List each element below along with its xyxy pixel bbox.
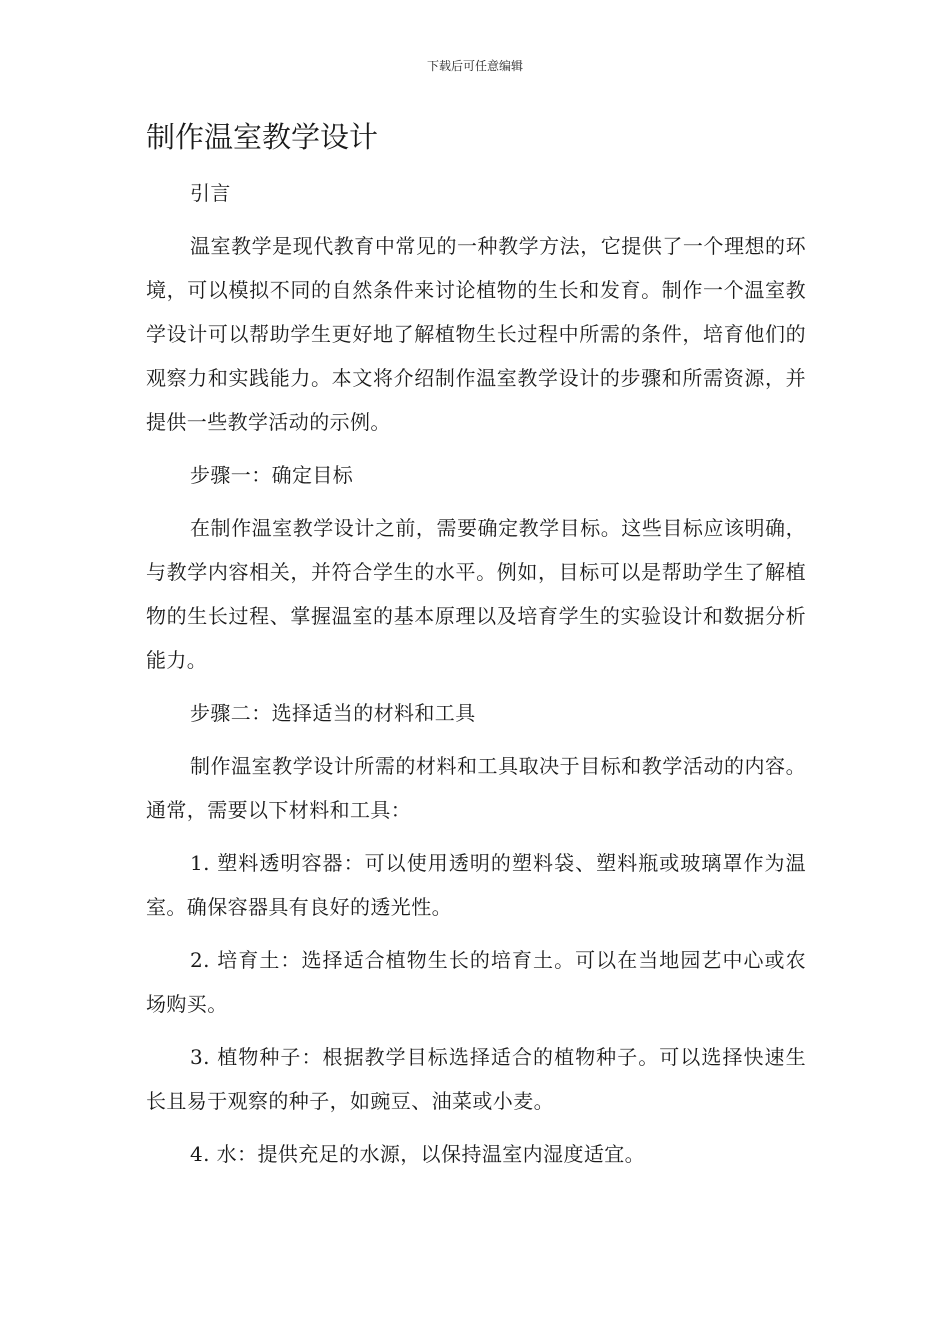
paragraph-introduction: 温室教学是现代教育中常见的一种教学方法，它提供了一个理想的环境，可以模拟不同的自然条件来讨论植物的生长和发育。制作一个温室教学设计可以帮助学生更好地了解植物生长过程中所需的条件，培育他们的观察力和实践能力。本文将介绍制作温室教学设计的步骤和所需资源，并提供一些教学活动的示例。 (146, 234, 806, 434)
list-item-soil: 2. 培育土：选择适合植物生长的培育土。可以在当地园艺中心或农场购买。 (146, 948, 806, 1016)
list-item-seeds: 3. 植物种子：根据教学目标选择适合的植物种子。可以选择快速生长且易于观察的种子，如豌豆、油菜或小麦。 (146, 1045, 806, 1113)
paragraph-step-two: 制作温室教学设计所需的材料和工具取决于目标和教学活动的内容。通常，需要以下材料和工具： (146, 754, 806, 822)
section-heading-introduction: 引言 (190, 181, 231, 205)
document-title: 制作温室教学设计 (146, 120, 379, 154)
header-note: 下载后可任意编辑 (426, 59, 523, 73)
section-heading-step-one: 步骤一：确定目标 (190, 463, 354, 487)
list-item-container: 1. 塑料透明容器：可以使用透明的塑料袋、塑料瓶或玻璃罩作为温室。确保容器具有良好的透光性。 (146, 851, 806, 919)
section-heading-step-two: 步骤二：选择适当的材料和工具 (190, 701, 476, 725)
list-item-water: 4. 水：提供充足的水源，以保持温室内湿度适宜。 (190, 1142, 646, 1166)
document-body (146, 112, 806, 1176)
paragraph-step-one: 在制作温室教学设计之前，需要确定教学目标。这些目标应该明确，与教学内容相关，并符合学生的水平。例如，目标可以是帮助学生了解植物的生长过程、掌握温室的基本原理以及培育学生的实验设计和数据分析能力。 (146, 516, 806, 672)
